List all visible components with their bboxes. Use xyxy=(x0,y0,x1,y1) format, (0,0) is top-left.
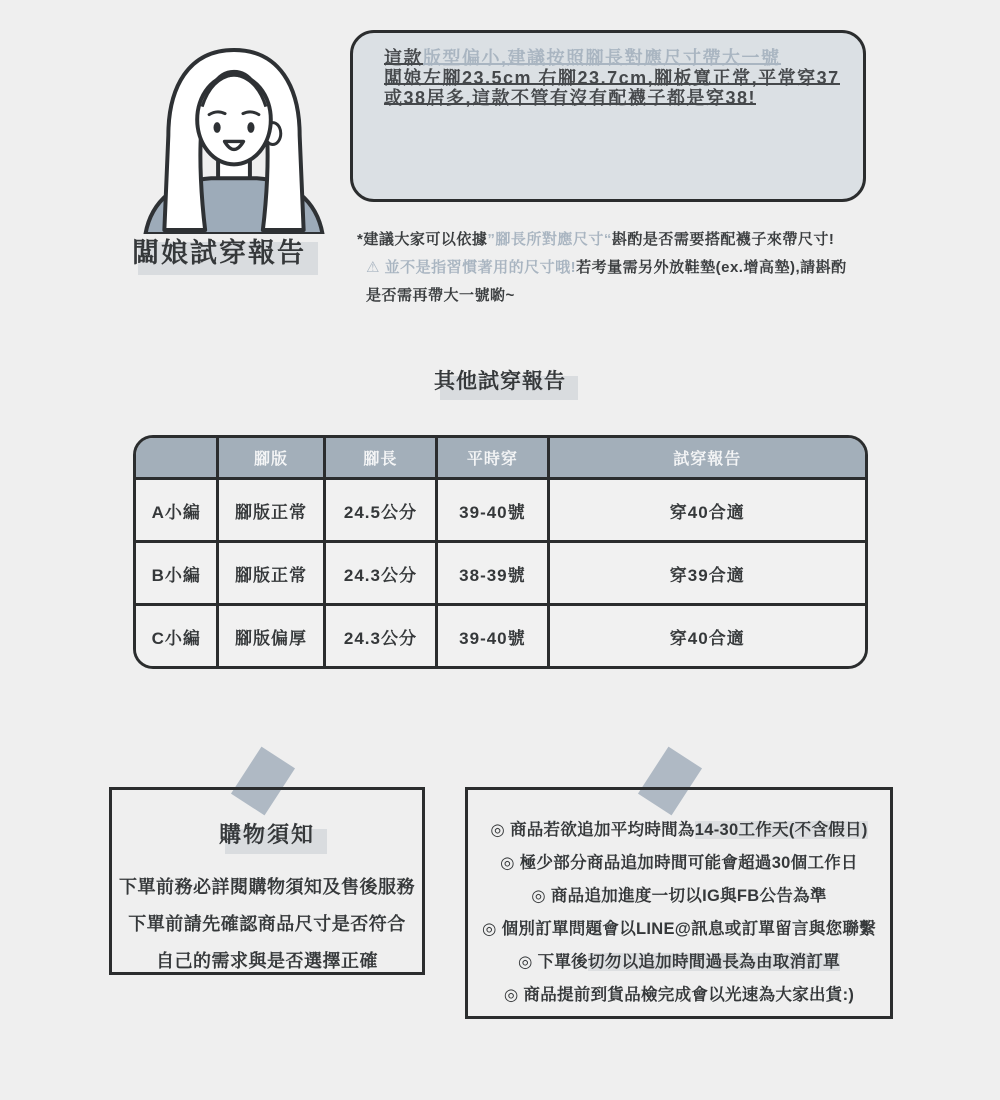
bubble-line1-dark: 這款 xyxy=(384,48,423,68)
speech-bubble xyxy=(350,30,866,202)
header-empty xyxy=(135,437,218,479)
cell-editor: A小編 xyxy=(135,479,218,542)
bubble-line2: 闆娘左腳23.5cm 右腳23.7cm,腳板寬正常,平常穿37 xyxy=(384,68,840,88)
lady-boss-avatar xyxy=(138,40,330,234)
cell-fit-report: 穿40合適 xyxy=(548,479,866,542)
fitting-report-title: 闆娘試穿報告 xyxy=(132,231,306,270)
table-header-row xyxy=(135,437,867,479)
other-reports-heading: 其他試穿報告 xyxy=(0,365,1000,395)
cell-editor: C小編 xyxy=(135,605,218,668)
advice-note xyxy=(357,226,902,310)
cell-foot-width: 腳版正常 xyxy=(218,542,324,605)
bubble-line1-light: 版型偏小,建議按照腳長對應尺寸帶大一號 xyxy=(423,48,781,68)
cell-foot-width: 腳版正常 xyxy=(218,479,324,542)
cell-usual-size: 39-40號 xyxy=(437,605,548,668)
fitting-table xyxy=(133,435,868,669)
header-fit-report: 試穿報告 xyxy=(548,437,866,479)
notice-title: 購物須知 xyxy=(218,822,315,847)
table-row xyxy=(135,605,867,668)
header-foot-length: 腳長 xyxy=(324,437,437,479)
rule-line: ◎ 個別訂單問題會以LINE@訊息或訂單留言與您聯繫 xyxy=(482,920,876,938)
cell-foot-width: 腳版偏厚 xyxy=(218,605,324,668)
note-line1: *建議大家可以依據”腳長所對應尺寸“斟酌是否需要搭配襪子來帶尺寸! xyxy=(357,231,835,248)
notice-line: 下單前請先確認商品尺寸是否符合 xyxy=(128,914,406,934)
cell-foot-length: 24.5公分 xyxy=(324,479,437,542)
table-row xyxy=(135,479,867,542)
cell-usual-size: 39-40號 xyxy=(437,479,548,542)
rule-line: ◎ 商品提前到貨品檢完成會以光速為大家出貨:) xyxy=(503,986,855,1004)
bubble-line3: 或38居多,這款不管有沒有配襪子都是穿38! xyxy=(384,88,757,108)
note-line2: ⚠ 並不是指習慣著用的尺寸哦!若考量需另外放鞋墊(ex.增高墊),請斟酌 xyxy=(366,259,847,276)
warning-icon: ⚠ xyxy=(366,259,380,276)
cell-editor: B小編 xyxy=(135,542,218,605)
cell-foot-length: 24.3公分 xyxy=(324,542,437,605)
cell-foot-length: 24.3公分 xyxy=(324,605,437,668)
table-row xyxy=(135,542,867,605)
header-usual-size: 平時穿 xyxy=(437,437,548,479)
notice-line: 下單前務必詳閱購物須知及售後服務 xyxy=(119,877,415,897)
rule-line: ◎ 商品追加進度一切以IG與FB公告為準 xyxy=(531,887,827,905)
shopping-notice-box xyxy=(109,787,425,975)
cell-fit-report: 穿40合適 xyxy=(548,605,866,668)
rule-line: ◎ 極少部分商品追加時間可能會超過30個工作日 xyxy=(500,854,858,872)
cell-fit-report: 穿39合適 xyxy=(548,542,866,605)
rule-line: ◎ 下單後切勿以追加時間過長為由取消訂單 xyxy=(518,953,840,971)
rule-line: ◎ 商品若欲追加平均時間為14-30工作天(不含假日) xyxy=(490,821,868,839)
header-foot-width: 腳版 xyxy=(218,437,324,479)
note-line3: 是否需再帶大一號喲~ xyxy=(366,287,515,304)
cell-usual-size: 38-39號 xyxy=(437,542,548,605)
order-rules-box xyxy=(465,787,893,1019)
notice-line: 自己的需求與是否選擇正確 xyxy=(156,951,378,971)
